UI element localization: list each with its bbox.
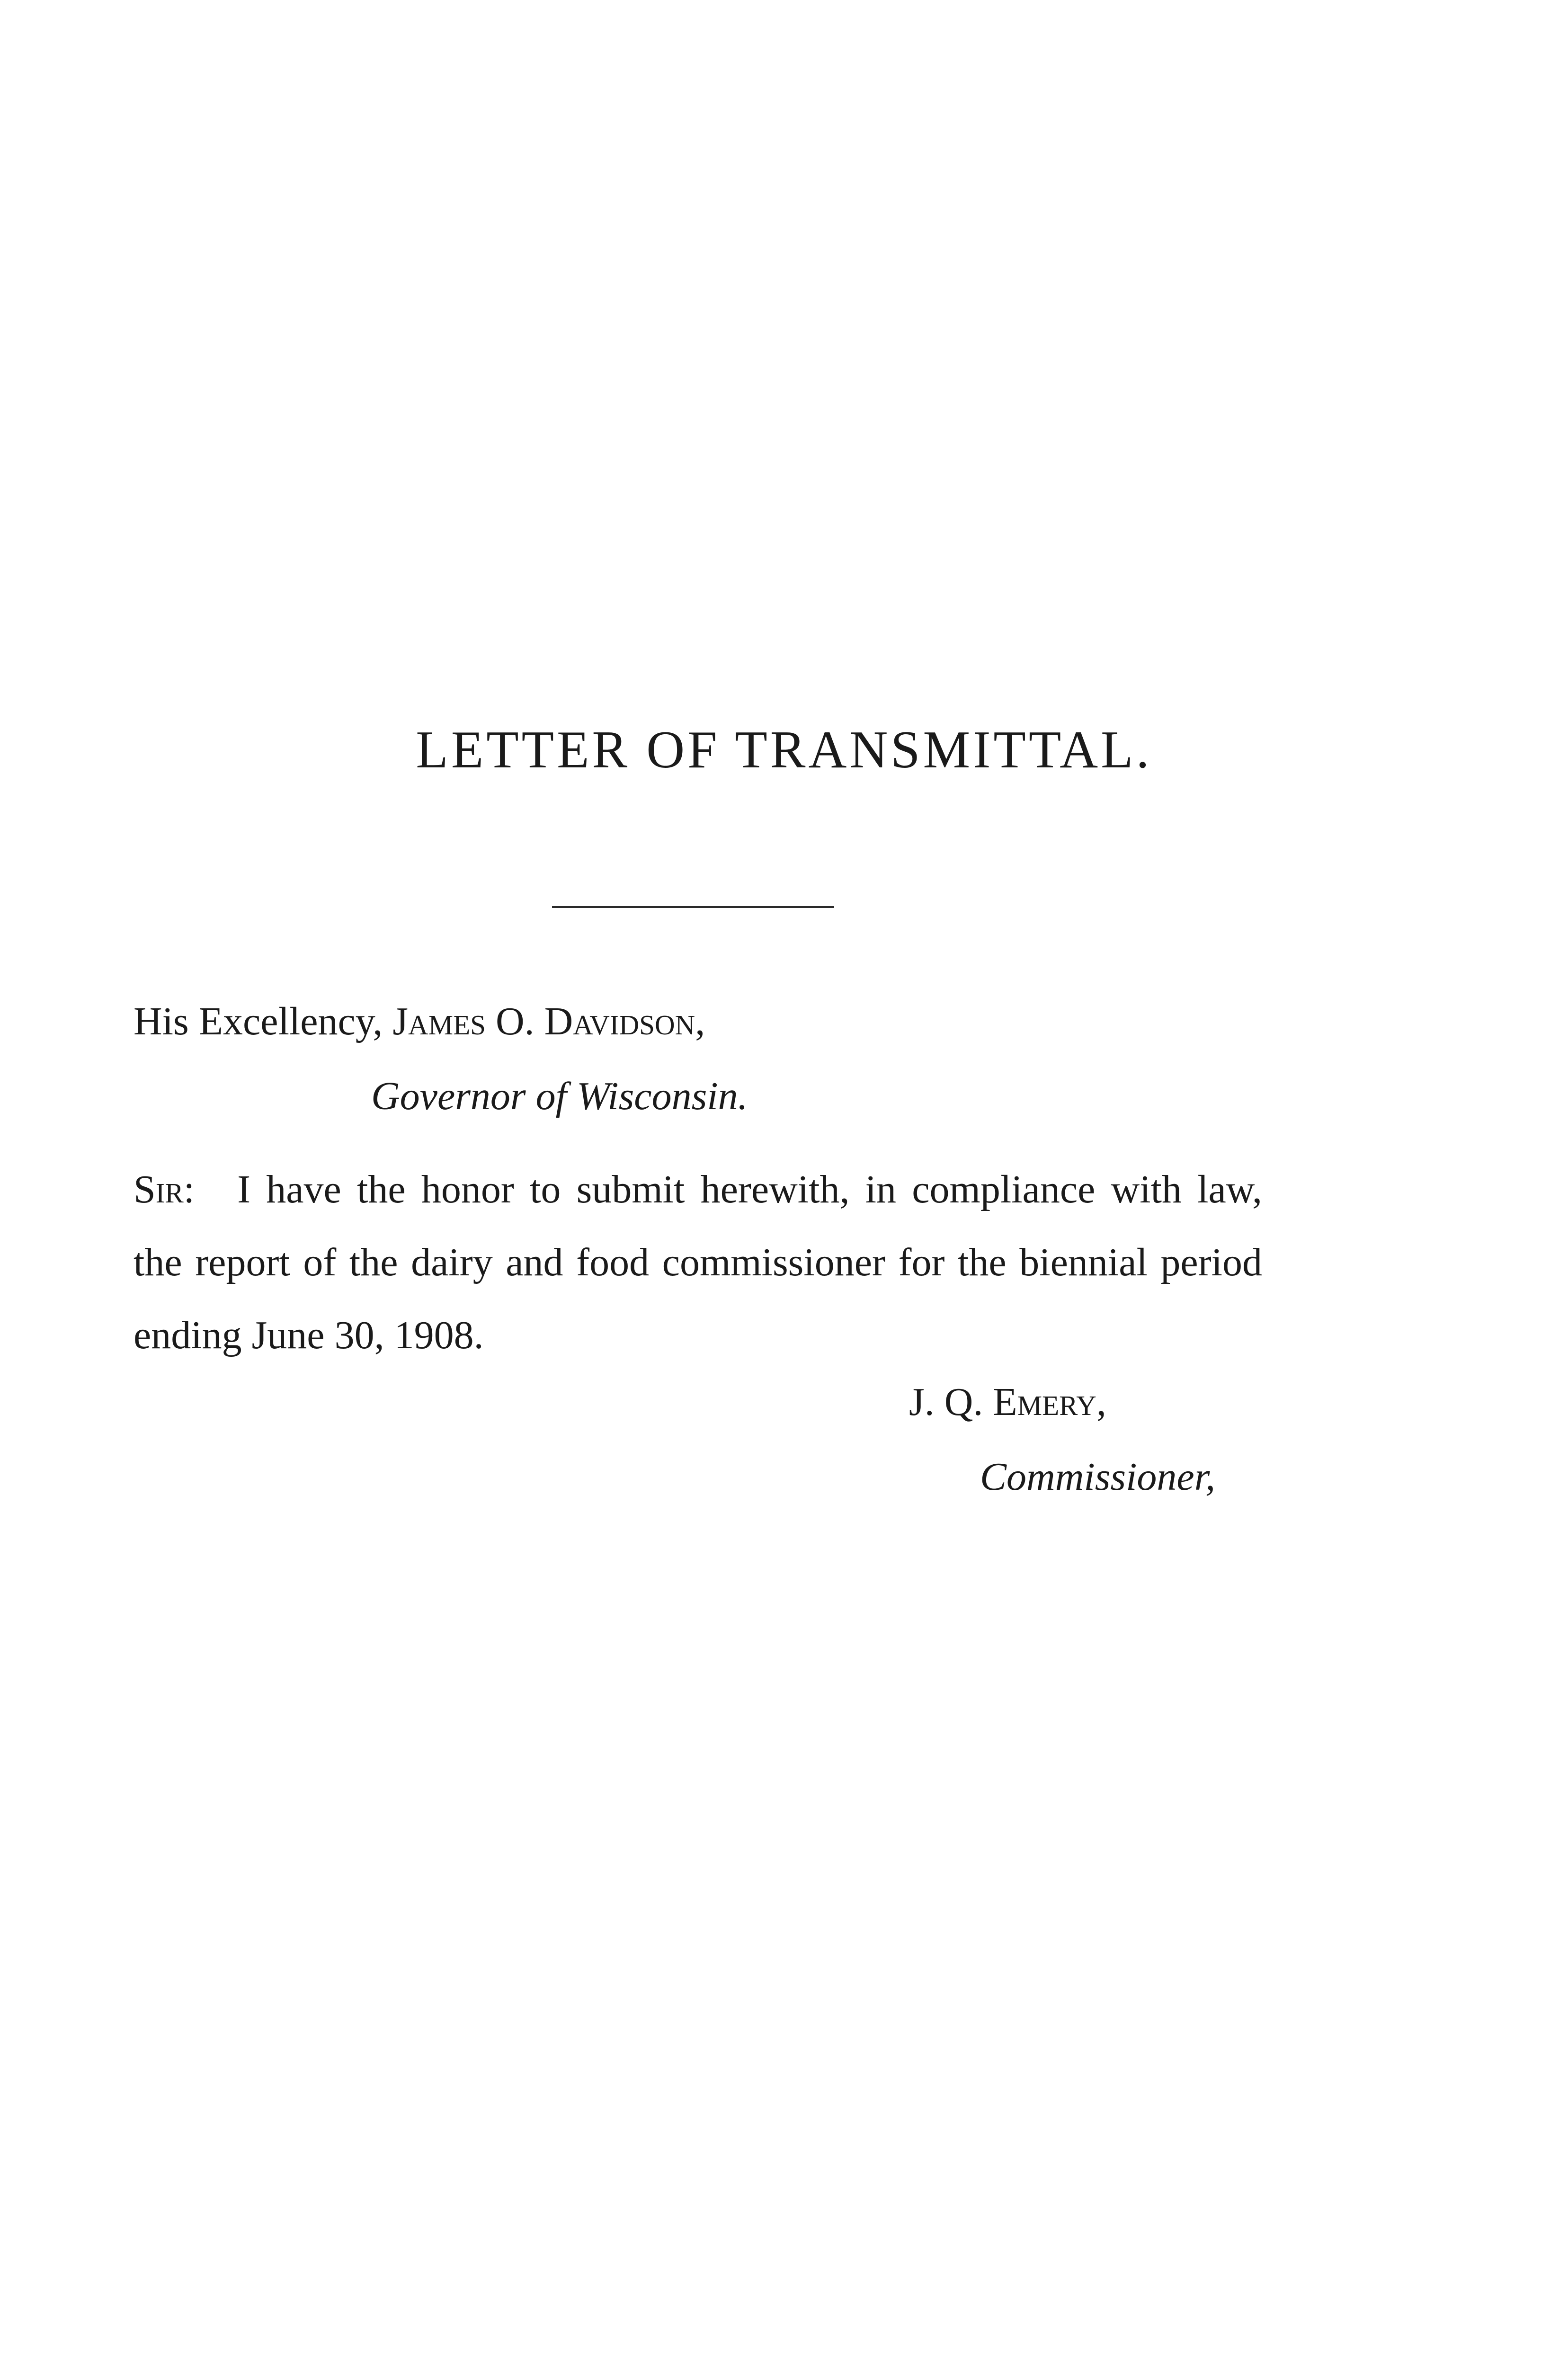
addressee-name: James O. Davidson — [392, 999, 695, 1043]
addressee-prefix: His Excellency, — [134, 999, 393, 1043]
letter-body-text: I have the honor to submit herewith, in compliance with law, the report of the dairy and food commissioner for the biennial period ending June 30, 1908. — [134, 1167, 1262, 1357]
salutation-word: Sir — [134, 1167, 184, 1211]
page-title: LETTER OF TRANSMITTAL. — [416, 721, 1152, 779]
signer-title: Commissioner, — [980, 1455, 1216, 1499]
salutation-punct: : — [183, 1167, 195, 1211]
addressee-office: Governor of Wisconsin. — [371, 1074, 748, 1118]
signer-initials: J. Q. — [909, 1380, 993, 1424]
title-rule — [552, 906, 834, 908]
addressee-line — [134, 998, 705, 1045]
signer-name — [909, 1379, 1106, 1426]
addressee-suffix: , — [695, 999, 705, 1043]
signer-surname: Emery — [993, 1380, 1096, 1424]
signer-suffix: , — [1096, 1380, 1106, 1424]
letter-body — [134, 1153, 1262, 1372]
